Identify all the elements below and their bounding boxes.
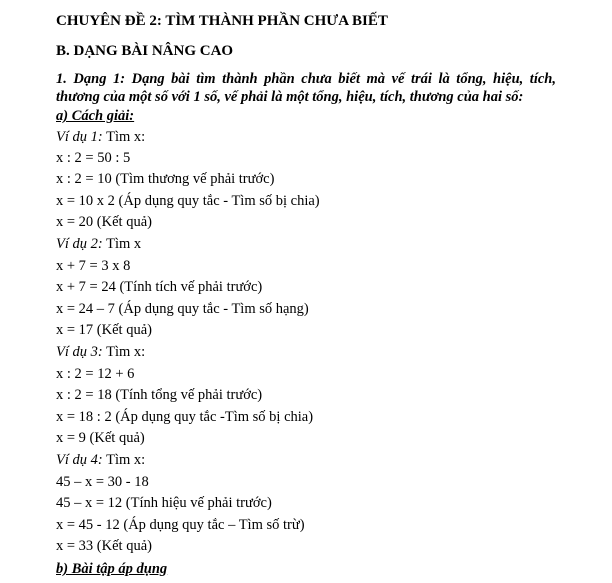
example-step: x = 10 x 2 (Áp dụng quy tắc - Tìm số bị chia) [56, 193, 320, 209]
chapter-title: CHUYÊN ĐỀ 2: TÌM THÀNH PHẦN CHƯA BIẾT [56, 13, 388, 29]
example-1-heading [56, 128, 145, 146]
example-label: Ví dụ 1: [56, 129, 103, 145]
example-prompt: Tìm x: [102, 344, 146, 360]
method-heading: a) Cách giải: [56, 108, 135, 124]
example-prompt: Tìm x: [102, 129, 146, 145]
example-step: 45 – x = 12 (Tính hiệu vế phải trước) [56, 495, 272, 511]
example-label: Ví dụ 4: [56, 452, 103, 468]
example-prompt: Tìm x [102, 236, 142, 252]
section-heading: B. DẠNG BÀI NÂNG CAO [56, 43, 234, 59]
example-2-heading [56, 235, 141, 253]
example-step: x + 7 = 24 (Tính tích vế phải trước) [56, 279, 263, 295]
example-step: x : 2 = 50 : 5 [56, 150, 131, 166]
example-step: x = 24 – 7 (Áp dụng quy tắc - Tìm số hạng) [56, 301, 309, 317]
example-prompt: Tìm x: [102, 452, 146, 468]
problem-type-line-1: 1. Dạng 1: Dạng bài tìm thành phần chưa biết mà vế trái là tổng, hiệu, tích, [56, 71, 556, 87]
example-step: x : 2 = 10 (Tìm thương vế phải trước) [56, 171, 275, 187]
example-step: 45 – x = 30 - 18 [56, 474, 149, 490]
example-step: x : 2 = 12 + 6 [56, 366, 135, 382]
problem-type-line-2: thương của một số với 1 số, vế phải là một tổng, hiệu, tích, thương của hai số: [56, 89, 524, 105]
example-step: x = 9 (Kết quả) [56, 430, 145, 446]
example-step: x = 33 (Kết quả) [56, 538, 152, 554]
example-step: x = 20 (Kết quả) [56, 214, 152, 230]
example-label: Ví dụ 2: [56, 236, 103, 252]
example-3-heading [56, 343, 145, 361]
example-step: x = 18 : 2 (Áp dụng quy tắc -Tìm số bị chia) [56, 409, 314, 425]
example-step: x : 2 = 18 (Tính tổng vế phải trước) [56, 387, 263, 403]
example-step: x = 45 - 12 (Áp dụng quy tắc – Tìm số trừ) [56, 517, 305, 533]
example-4-heading [56, 451, 145, 469]
example-step: x + 7 = 3 x 8 [56, 258, 131, 274]
practice-heading: b) Bài tập áp dụng [56, 561, 168, 577]
example-step: x = 17 (Kết quả) [56, 322, 152, 338]
example-label: Ví dụ 3: [56, 344, 103, 360]
